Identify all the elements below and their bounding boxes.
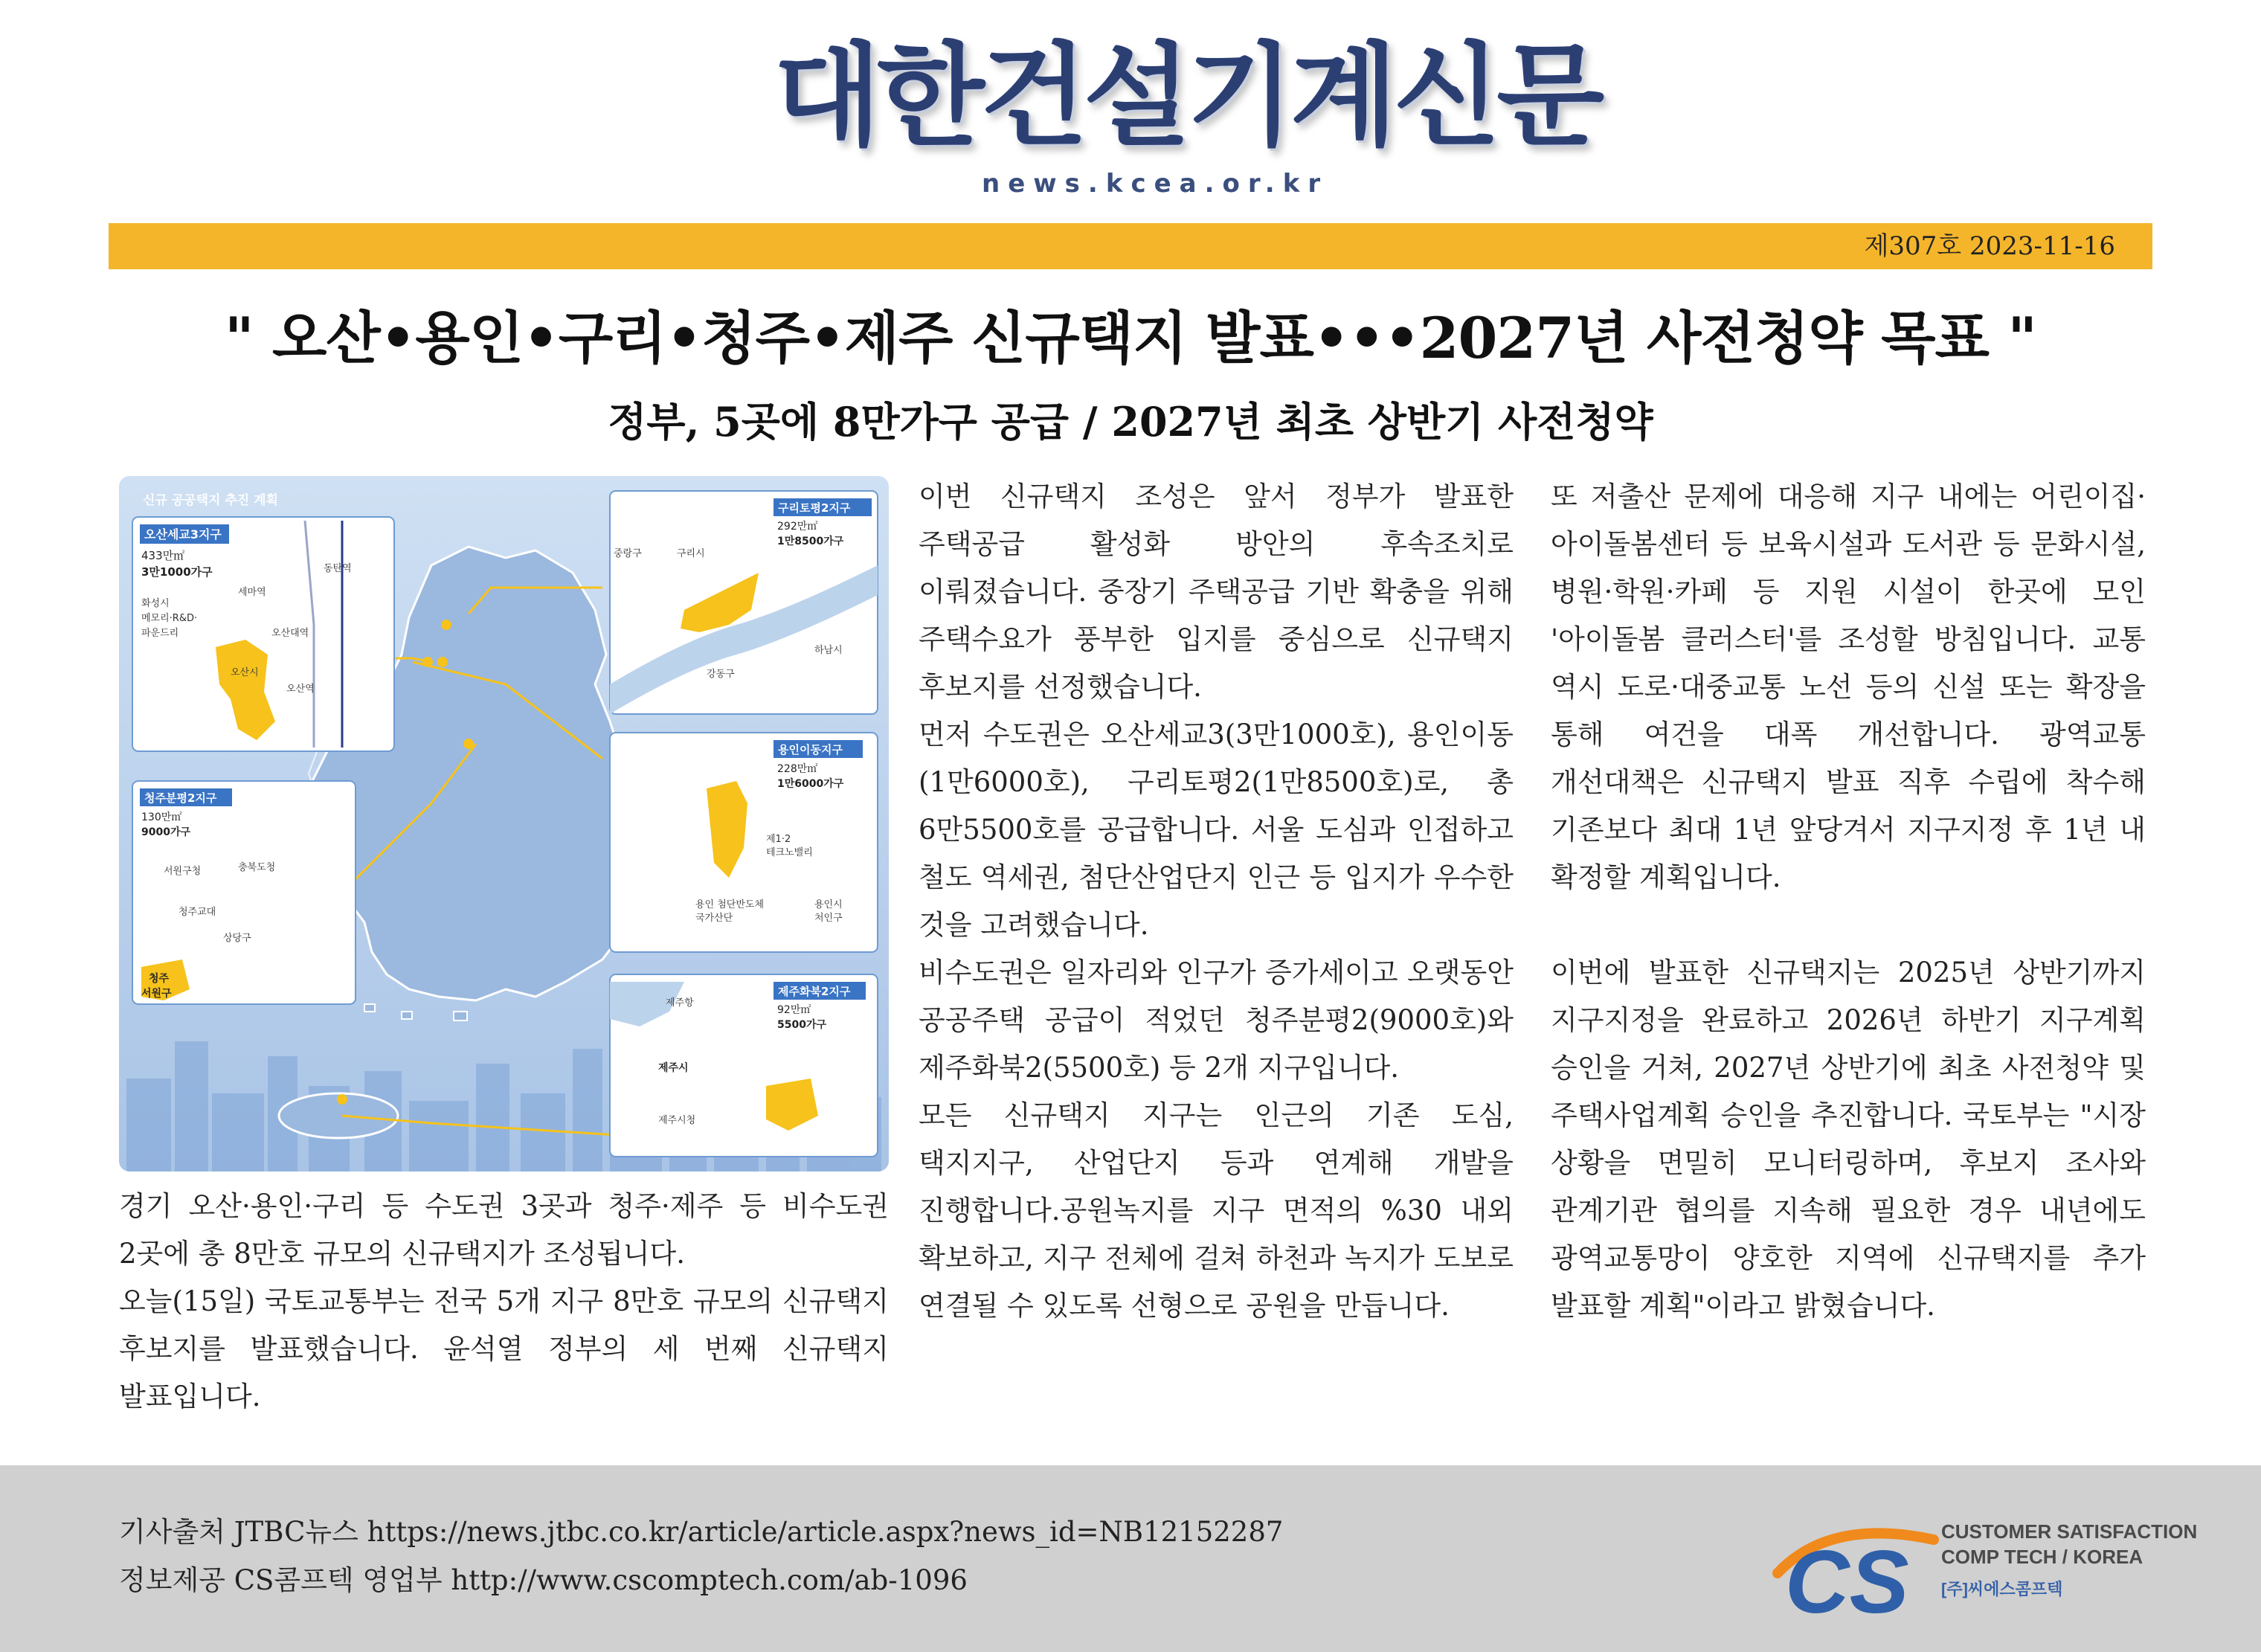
logo-line-3: [주]씨에스콤프텍	[1941, 1580, 2063, 1598]
svg-text:국가산단: 국가산단	[695, 913, 733, 924]
svg-text:3만1000가구: 3만1000가구	[141, 565, 213, 579]
svg-text:130만㎡: 130만㎡	[141, 811, 182, 823]
svg-text:처인구: 처인구	[814, 913, 843, 924]
article-column-2	[919, 473, 1514, 1330]
svg-text:433만㎡: 433만㎡	[141, 549, 185, 562]
marker-jeju	[337, 1094, 347, 1105]
panel-guri	[610, 491, 878, 714]
svg-text:제주화북2지구: 제주화북2지구	[778, 985, 851, 998]
svg-text:상당구: 상당구	[223, 933, 251, 944]
headline: " 오산•용인•구리•청주•제주 신규택지 발표•••2027년 사전청약 목표 "	[224, 305, 2037, 371]
svg-text:292만㎡: 292만㎡	[777, 521, 818, 533]
svg-text:하남시: 하남시	[814, 645, 843, 656]
logo-mark: CS	[1785, 1532, 1909, 1622]
svg-text:용인시: 용인시	[814, 899, 843, 910]
svg-text:제주시: 제주시	[658, 1062, 689, 1074]
masthead-title: 대한건설기계신문	[774, 32, 1601, 161]
svg-text:1만6000가구: 1만6000가구	[777, 778, 844, 790]
marker-guri	[441, 620, 451, 630]
svg-text:제1·2: 제1·2	[766, 834, 791, 845]
masthead	[0, 0, 2261, 216]
col1-paragraph: 오늘(15일) 국토교통부는 전국 5개 지구 8만호 규모의 신규택지 후보지를 발표했습니다. 윤석열 정부의 세 번째 신규택지 발표입니다.	[119, 1285, 889, 1412]
svg-text:강동구: 강동구	[707, 669, 735, 680]
svg-text:청주: 청주	[149, 973, 170, 985]
logo-line-2: COMP TECH / KOREA	[1941, 1546, 2143, 1568]
svg-text:서원구청: 서원구청	[164, 866, 202, 877]
col1-paragraph: 경기 오산·용인·구리 등 수도권 3곳과 청주·제주 등 비수도권 2곳에 총 8만호 규모의 신규택지가 조성됩니다.	[119, 1190, 889, 1270]
col2-paragraph: 먼저 수도권은 오산세교3(3만1000호), 용인이동(1만6000호), 구리토평2(1만8500호)로, 총 6만5500호를 공급합니다. 서울 도심과 인접하고 철도 역세권, 첨단산업단지 인근 등 입지가 우수한 것을 고려했습니다.	[919, 719, 1514, 941]
map-title: 신규 공공택지 추진 계획	[143, 493, 278, 508]
panel-yongin	[610, 733, 878, 952]
map-svg	[119, 476, 889, 1171]
svg-text:제주시청: 제주시청	[658, 1115, 696, 1126]
svg-text:충북도청: 충북도청	[238, 862, 276, 873]
marker-osan	[422, 657, 433, 667]
footer-provider: 정보제공 CS콤프텍 영업부 http://www.cscomptech.com/ab-1096	[119, 1564, 968, 1596]
logo-line-1: CUSTOMER SATISFACTION	[1941, 1520, 2198, 1543]
issue-number-date: 제307호 2023-11-16	[1864, 231, 2115, 261]
svg-text:파운드리: 파운드리	[141, 628, 179, 639]
masthead-url: news.kcea.or.kr	[982, 169, 1329, 199]
svg-text:92만㎡: 92만㎡	[777, 1004, 811, 1016]
svg-text:구리토평2지구: 구리토평2지구	[778, 501, 851, 515]
svg-text:화성시: 화성시	[141, 598, 170, 609]
svg-text:오산역: 오산역	[286, 684, 315, 695]
svg-text:청주교대: 청주교대	[178, 907, 216, 918]
svg-text:오산대역: 오산대역	[271, 628, 309, 639]
col2-paragraph: 모든 신규택지 지구는 인근의 기존 도심, 택지지구, 산업단지 등과 연계해 개발을 진행합니다.공원녹지를 지구 면적의 %30 내외 확보하고, 지구 전체에 걸쳐 하천과 녹지가 도보로 연결될 수 있도록 선형으로 공원을 만듭니다.	[919, 1099, 1514, 1322]
marker-yongin	[437, 657, 448, 667]
subheadline: 정부, 5곳에 8만가구 공급 / 2027년 최초 상반기 사전청약	[608, 398, 1653, 446]
issue-bar	[109, 223, 2152, 269]
footer-source: 기사출처 JTBC뉴스 https://news.jtbc.co.kr/article/article.aspx?news_id=NB12152287	[119, 1516, 1284, 1548]
col2-paragraph: 비수도권은 일자리와 인구가 증가세이고 오랫동안 공공주택 공급이 적었던 청주분평2(9000호)와 제주화북2(5500호) 등 2개 지구입니다.	[919, 957, 1514, 1084]
svg-text:서원구: 서원구	[141, 988, 172, 1000]
svg-text:5500가구: 5500가구	[777, 1019, 827, 1031]
svg-text:오산세교3지구: 오산세교3지구	[144, 527, 222, 541]
svg-text:동탄역: 동탄역	[324, 563, 352, 574]
panel-cheongju	[132, 781, 356, 1004]
svg-text:오산시: 오산시	[231, 667, 259, 678]
svg-text:9000가구: 9000가구	[141, 826, 191, 838]
panel-osan	[132, 517, 394, 751]
svg-text:메모리·R&D·: 메모리·R&D·	[141, 613, 198, 624]
article-column-3	[1551, 473, 2146, 1330]
svg-text:세마역: 세마역	[238, 587, 266, 598]
svg-text:용인이동지구: 용인이동지구	[778, 743, 843, 756]
svg-text:1만8500가구: 1만8500가구	[777, 536, 844, 547]
svg-text:청주분평2지구: 청주분평2지구	[144, 791, 217, 805]
svg-text:테크노밸리: 테크노밸리	[766, 847, 813, 858]
col3-paragraph: 또 저출산 문제에 대응해 지구 내에는 어린이집·아이돌봄센터 등 보육시설과 도서관 등 문화시설, 병원·학원·카페 등 지원 시설이 한곳에 모인 '아이돌봄 클러스터'를 조성할 방침입니다. 교통 역시 도로·대중교통 노선 등의 신설 또는 확장을 통해 여건을 대폭 개선합니다. 광역교통 개선대책은 신규택지 발표 직후 수립에 착수해 기존보다 최대 1년 앞당겨서 지구지정 후 1년 내 확정할 계획입니다.	[1551, 481, 2146, 893]
svg-text:중랑구: 중랑구	[614, 548, 642, 559]
col2-paragraph: 이번 신규택지 조성은 앞서 정부가 발표한 주택공급 활성화 방안의 후속조치로 이뤄졌습니다. 중장기 주택공급 기반 확충을 위해 주택수요가 풍부한 입지를 중심으로 신규택지 후보지를 선정했습니다.	[919, 481, 1514, 703]
svg-text:228만㎡: 228만㎡	[777, 763, 818, 775]
svg-text:제주항: 제주항	[666, 997, 694, 1009]
svg-text:구리시: 구리시	[677, 548, 705, 559]
article-column-1	[119, 1183, 889, 1421]
col3-paragraph: 이번에 발표한 신규택지는 2025년 상반기까지 지구지정을 완료하고 2026년 하반기 지구계획 승인을 거쳐, 2027년 상반기에 최초 사전청약 및 주택사업계획 승인을 추진합니다. 국토부는 "시장 상황을 면밀히 모니터링하며, 후보지 조사와 관계기관 협의를 지속해 필요한 경우 내년에도 광역교통망이 양호한 지역에 신규택지를 추가 발표할 계획"이라고 밝혔습니다.	[1551, 957, 2146, 1322]
svg-text:용인 첨단반도체: 용인 첨단반도체	[695, 899, 765, 910]
panel-jeju	[610, 974, 878, 1157]
map-figure	[119, 476, 889, 1171]
marker-cheongju	[463, 739, 474, 749]
